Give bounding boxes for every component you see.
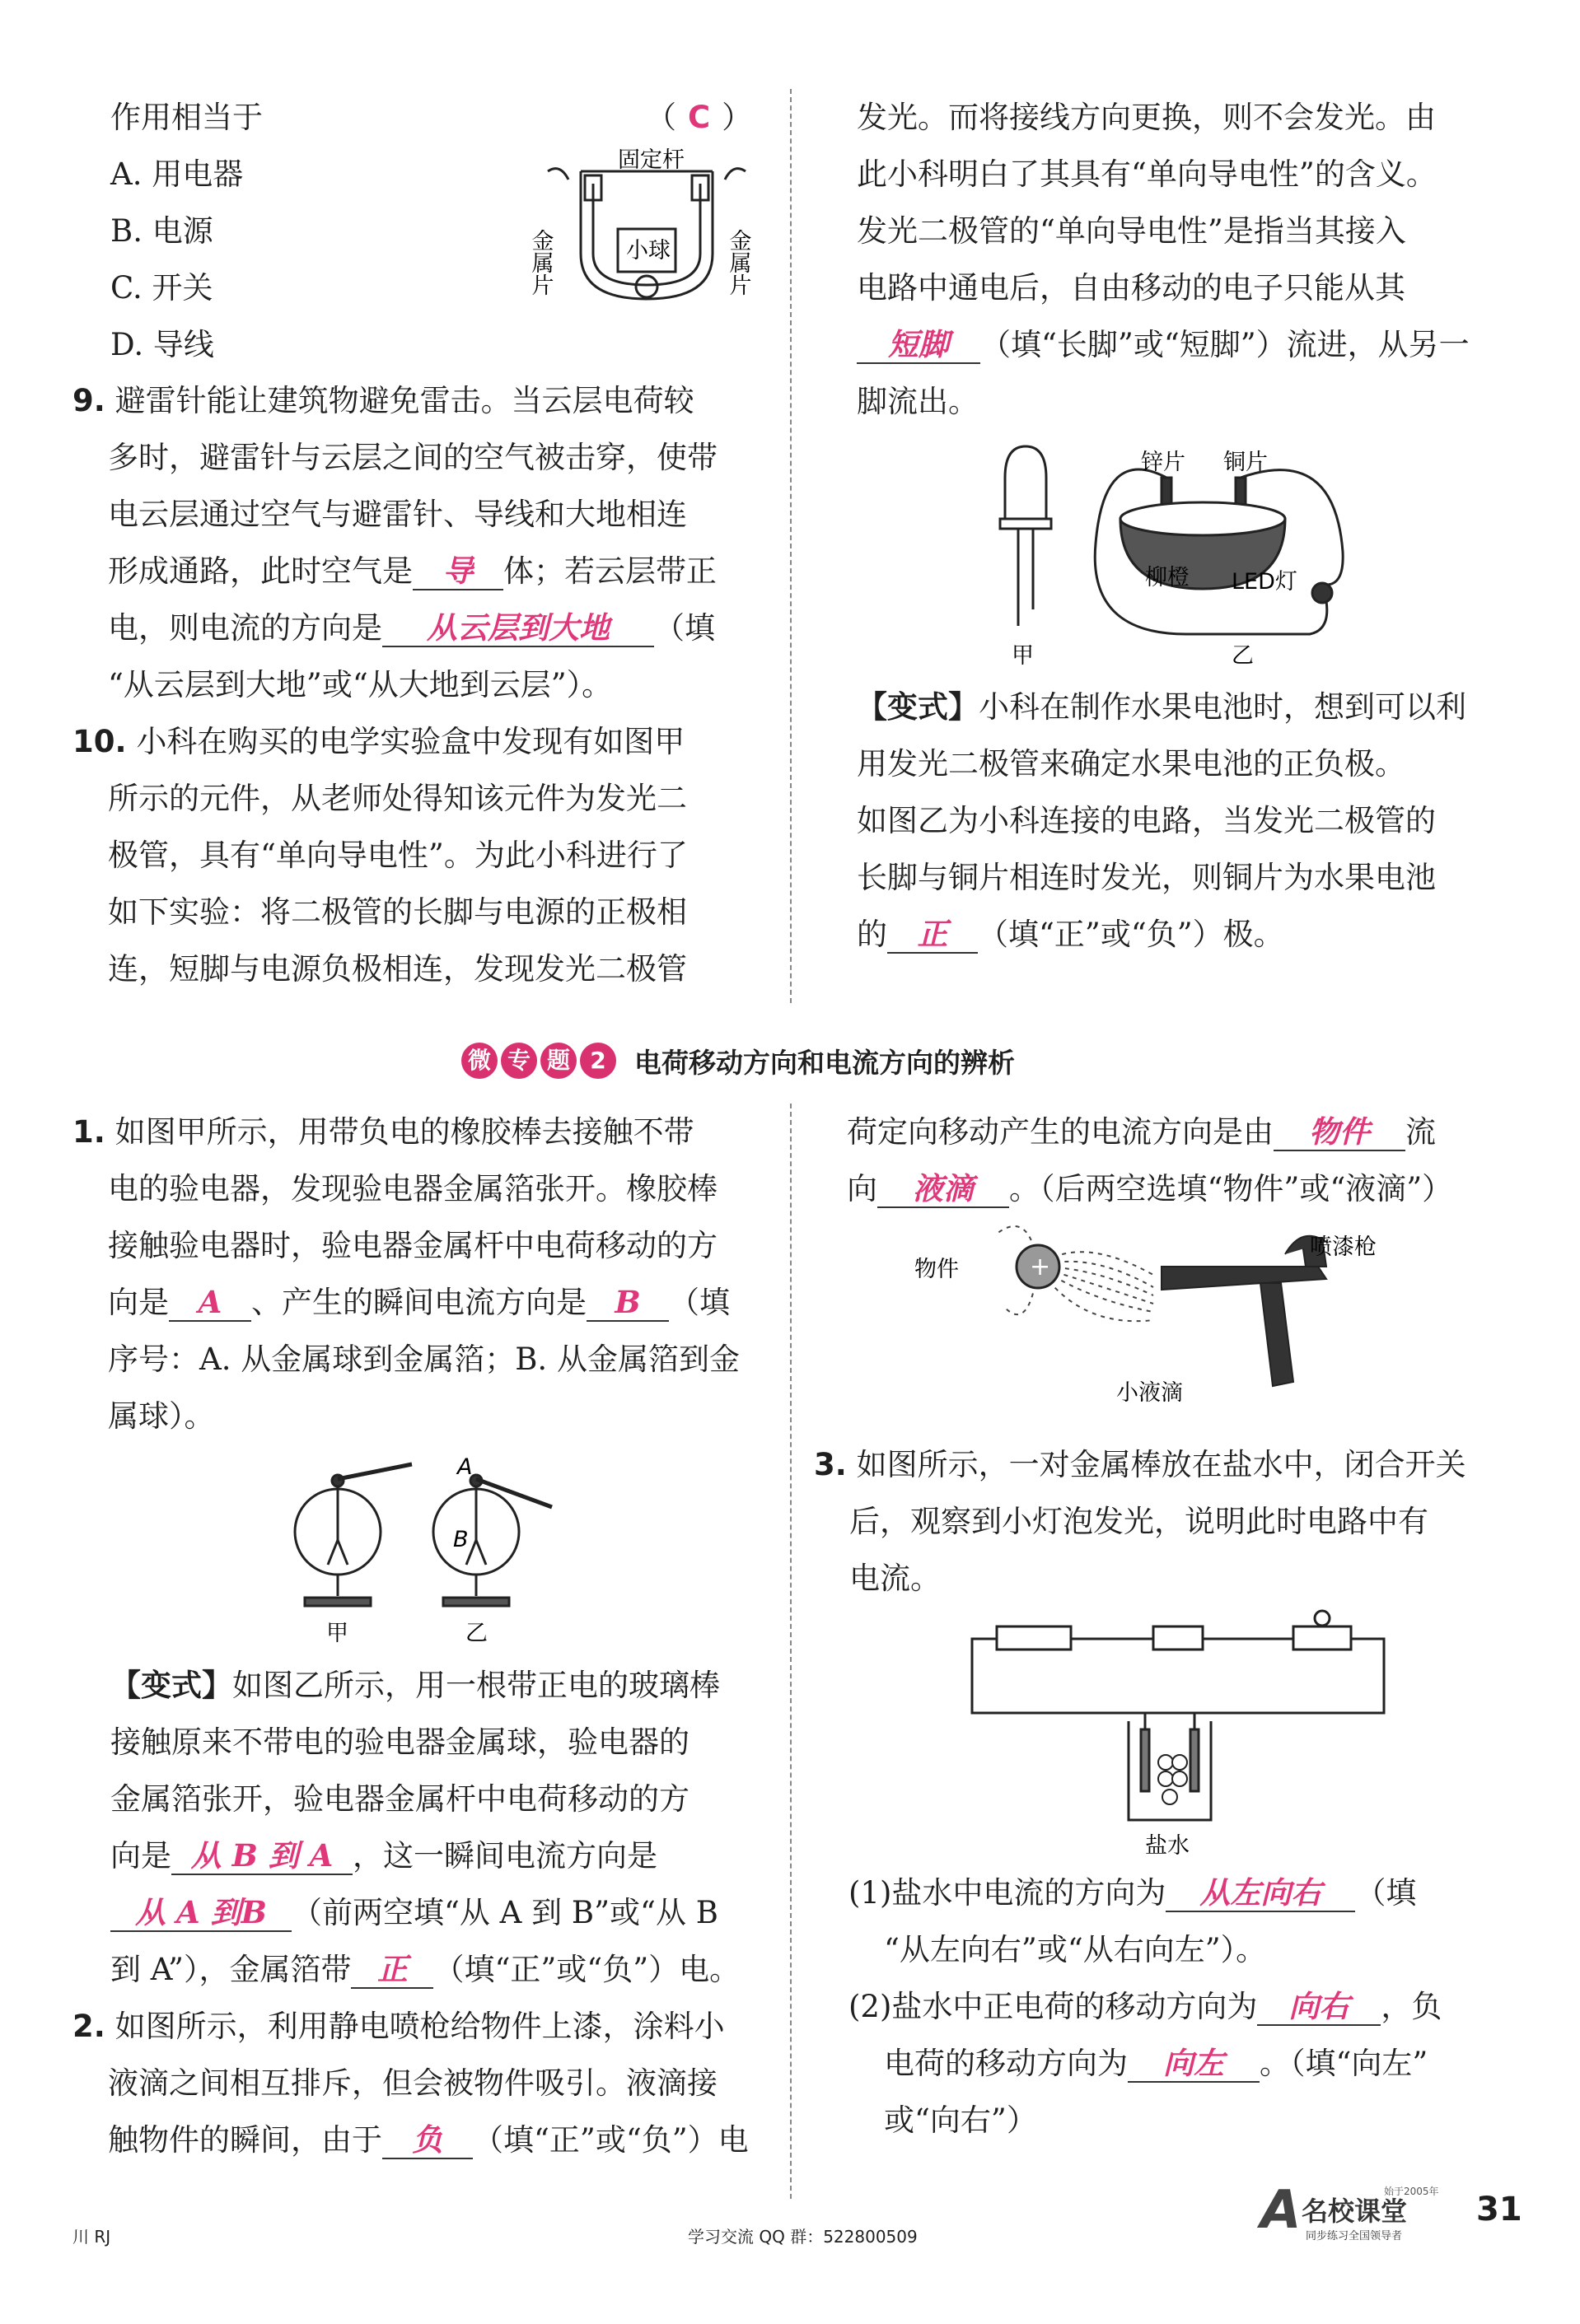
variant-line-5b: （填“正”或“负”）极。 (978, 917, 1284, 952)
q3-sub2-c: 电荷的移动方向为 (884, 2046, 1128, 2081)
q1-line-4b: 、产生的瞬间电流方向是 (251, 1285, 587, 1320)
q3-sub1-b: （填 (1355, 1875, 1417, 1911)
option-b: B. 电源 (110, 213, 213, 249)
variant2-answer-1: 从 B 到 A (171, 1837, 353, 1875)
fig-label-metal-right: 金属片 (725, 229, 751, 296)
q10-line-4: 如下实验：将二极管的长脚与电源的正极相 (108, 894, 687, 930)
q9-answer-1: 导 (413, 553, 503, 590)
variant2-line-1: 如图乙所示，用一根带正电的玻璃棒 (232, 1668, 720, 1703)
q10-line-1: 小科在购买的电学实验盒中发现有如图甲 (136, 724, 685, 759)
q3-number: 3. (814, 1447, 847, 1482)
q2-cont-line-2a: 向 (847, 1171, 877, 1206)
q3-answer-2: 向右 (1257, 1988, 1381, 2026)
badge-char-1: 微 (461, 1043, 498, 1079)
fig-label-ball: 小球 (626, 238, 671, 264)
q9-line-5b: （填 (654, 610, 715, 646)
q2-line-1: 如图所示，利用静电喷枪给物件上漆，涂料小 (115, 2009, 725, 2044)
q3-sub1-c: “从左向右”或“从右向左”）。 (884, 1932, 1267, 1967)
question-1 (72, 1104, 756, 1444)
variant-line-4: 长脚与铜片相连时发光，则铜片为水果电池 (857, 860, 1436, 895)
footer-left: 川 RJ (72, 2227, 111, 2247)
variant-tag: 【变式】 (857, 688, 979, 725)
q10-number: 10. (72, 724, 127, 759)
variant-answer: 正 (887, 916, 978, 954)
q1-answer-2: B (587, 1284, 669, 1322)
q10-line-5: 连，短脚与电源负极相连，发现发光二极管 (108, 951, 687, 987)
fig-label-copper: 铜片 (1223, 450, 1268, 475)
variant2-line-5b: （前两空填“从 A 到 B”或“从 B (292, 1895, 718, 1930)
option-d: D. 导线 (110, 327, 214, 362)
question-3-subparts (848, 1864, 1549, 2149)
badge-char-4: 2 (580, 1043, 616, 1079)
q10-cont-line-6: 脚流出。 (857, 384, 979, 419)
q2-cont-line-1b: 流 (1405, 1114, 1436, 1150)
paren-open: （ (646, 100, 676, 135)
q10-cont-line-1: 发光。而将接线方向更换，则不会发光。由 (857, 100, 1436, 135)
variant2-tag: 【变式】 (110, 1667, 232, 1703)
fig-label-A: A (457, 1454, 473, 1480)
q9-line-2: 多时，避雷针与云层之间的空气被击穿，使带 (108, 440, 718, 475)
q3-sub2-d: 。（填“向左” (1260, 2046, 1428, 2081)
q1-number: 1. (72, 1114, 105, 1150)
fig-label-yi-2: 乙 (465, 1621, 488, 1646)
question-3 (814, 1436, 1547, 1607)
q1-line-2: 电的验电器，发现验电器金属箔张开。橡胶棒 (108, 1171, 718, 1206)
badge-char-3: 题 (540, 1043, 577, 1079)
q2-line-3a: 触物件的瞬间，由于 (108, 2122, 382, 2158)
q2-number: 2. (72, 2009, 105, 2044)
q9-line-5a: 电，则电流的方向是 (108, 610, 382, 646)
salt-water-circuit-figure (964, 1614, 1392, 1861)
fig-label-B: B (453, 1527, 469, 1552)
fig-label-yi: 乙 (1232, 643, 1254, 669)
q3-answer-1: 从左向右 (1166, 1874, 1355, 1912)
variant2-line-2: 接触原来不带电的验电器金属球，验电器的 (110, 1724, 689, 1760)
electroscope-figure (280, 1449, 577, 1647)
variant2-answer-3: 正 (351, 1951, 433, 1989)
q3-sub1-a: (1)盐水中电流的方向为 (848, 1875, 1166, 1911)
q2-cont-line-1a: 荷定向移动产生的电流方向是由 (847, 1114, 1274, 1150)
q10-line-2: 所示的元件，从老师处得知该元件为发光二 (108, 781, 687, 816)
q2-continued (847, 1104, 1547, 1217)
q3-line-2: 后，观察到小灯泡发光，说明此时电路中有 (849, 1504, 1428, 1539)
q1-line-6: 属球）。 (108, 1398, 215, 1434)
paren-close: ） (722, 100, 753, 135)
q8-tail-text: 作用相当于 (110, 100, 263, 135)
variant2-line-4b: ，这一瞬间电流方向是 (353, 1838, 657, 1874)
q9-line-6: “从云层到大地”或“从大地到云层”）。 (108, 667, 613, 702)
fig-label-fixed-rod: 固定杆 (618, 147, 685, 173)
led-fruit-battery-figure (989, 428, 1351, 675)
q1-line-3: 接触验电器时，验电器金属杆中电荷移动的方 (108, 1228, 718, 1263)
fig-label-orange: 柳橙 (1145, 565, 1190, 590)
variant-fruit-battery (857, 679, 1540, 963)
q1-line-4a: 向是 (108, 1285, 169, 1320)
q9-line-4b: 体；若云层带正 (503, 553, 717, 589)
q8-answer: C (688, 100, 711, 135)
variant2-line-6a: 到 A”），金属箔带 (110, 1952, 352, 1987)
fig-label-salt-water: 盐水 (1145, 1833, 1190, 1859)
q2-cont-line-2b: 。（后两空选填“物件”或“液滴”） (1009, 1171, 1453, 1206)
footer-center: 学习交流 QQ 群：522800509 (688, 2227, 918, 2247)
q3-sub2-b: ，负 (1381, 1989, 1442, 2024)
section-banner (461, 1039, 1015, 1082)
variant-line-1: 小科在制作水果电池时，想到可以利 (979, 689, 1466, 725)
fig-label-zinc: 锌片 (1141, 450, 1185, 475)
fig-label-metal-left: 金属片 (527, 229, 554, 296)
variant2-line-4a: 向是 (110, 1838, 171, 1874)
variant-electroscope (110, 1657, 761, 1998)
option-c: C. 开关 (110, 270, 213, 306)
q10-cont-line-5: （填“长脚”或“短脚”）流进，从另一 (980, 327, 1470, 362)
q9-line-4a: 形成通路，此时空气是 (108, 553, 413, 589)
svg-text:+: + (1030, 1253, 1051, 1281)
q2-line-2: 液滴之间相互排斥，但会被物件吸引。液滴接 (108, 2065, 718, 2101)
fig-label-led: LED灯 (1232, 569, 1297, 595)
page-number: 31 (1476, 2191, 1522, 2228)
q1-line-1: 如图甲所示，用带负电的橡胶棒去接触不带 (115, 1114, 694, 1150)
q9-line-1: 避雷针能让建筑物避免雷击。当云层电荷较 (115, 383, 694, 418)
q3-line-3: 电流。 (849, 1561, 941, 1596)
right-top-block (857, 89, 1540, 430)
q1-line-5: 序号：A. 从金属球到金属箔；B. 从金属箔到金 (108, 1342, 740, 1377)
variant-line-3: 如图乙为小科连接的电路，当发光二极管的 (857, 803, 1436, 838)
q10-line-3: 极管，具有“单向导电性”。为此小科进行了 (108, 838, 688, 873)
variant2-line-3: 金属箔张开，验电器金属杆中电荷移动的方 (110, 1781, 689, 1817)
variant2-line-6b: （填“正”或“负”）电。 (433, 1952, 741, 1987)
logo-tag-text: 始于2005年 (1384, 2186, 1439, 2197)
column-divider-top (790, 89, 792, 1003)
q10-answer: 短脚 (857, 326, 980, 364)
q1-answer-1: A (169, 1284, 251, 1322)
logo-main-text: 名校课堂 (1302, 2196, 1408, 2227)
q2-answer-3: 液滴 (877, 1170, 1009, 1208)
q3-sub2-a: (2)盐水中正电荷的移动方向为 (848, 1989, 1258, 2024)
banner-badge (461, 1043, 616, 1079)
q8-answer-bracket (646, 89, 752, 146)
q9-number: 9. (72, 383, 105, 418)
column-divider-bottom (790, 1104, 792, 2199)
q3-line-1: 如图所示，一对金属棒放在盐水中，闭合开关 (856, 1447, 1466, 1482)
variant-line-5a: 的 (857, 917, 887, 952)
q3-sub2-e: 或“向右”） (884, 2102, 1037, 2138)
variant-line-2: 用发光二极管来确定水果电池的正负极。 (857, 746, 1405, 782)
q1-line-4c: （填 (669, 1285, 730, 1320)
fig-label-jia: 甲 (1012, 643, 1034, 669)
brand-logo: A 名校课堂 始于2005年 同步练习全国领导者 (1260, 2180, 1439, 2242)
logo-sub-text: 同步练习全国领导者 (1306, 2230, 1403, 2242)
fig-label-object: 物件 (914, 1257, 959, 1282)
q9-answer-2: 从云层到大地 (382, 609, 654, 647)
question-9 (72, 372, 756, 713)
question-10 (72, 713, 756, 997)
q9-line-3: 电云层通过空气与避雷针、导线和大地相连 (108, 497, 687, 532)
q10-cont-line-4: 电路中通电后，自由移动的电子只能从其 (857, 270, 1405, 306)
fig-label-spray-gun: 喷漆枪 (1310, 1234, 1377, 1260)
section-title: 电荷移动方向和电流方向的辨析 (634, 1046, 1015, 1079)
variant2-answer-2: 从 A 到B (110, 1894, 292, 1932)
option-a: A. 用电器 (110, 156, 244, 192)
q10-cont-line-2: 此小科明白了其具有“单向导电性”的含义。 (857, 156, 1437, 192)
q8-tail-line (110, 89, 753, 146)
q3-answer-3: 向左 (1128, 2045, 1260, 2083)
fig-label-jia-2: 甲 (326, 1621, 348, 1646)
switch-device-figure (527, 147, 758, 311)
spray-gun-figure (914, 1217, 1425, 1407)
q2-answer-2: 物件 (1274, 1113, 1405, 1151)
q2-line-3b: （填“正”或“负”）电 (473, 2122, 749, 2158)
badge-char-2: 专 (501, 1043, 537, 1079)
question-2 (72, 1998, 756, 2168)
q2-answer-1: 负 (382, 2121, 473, 2159)
fig-label-droplets: 小液滴 (1116, 1380, 1183, 1406)
q10-cont-line-3: 发光二极管的“单向导电性”是指当其接入 (857, 213, 1406, 249)
